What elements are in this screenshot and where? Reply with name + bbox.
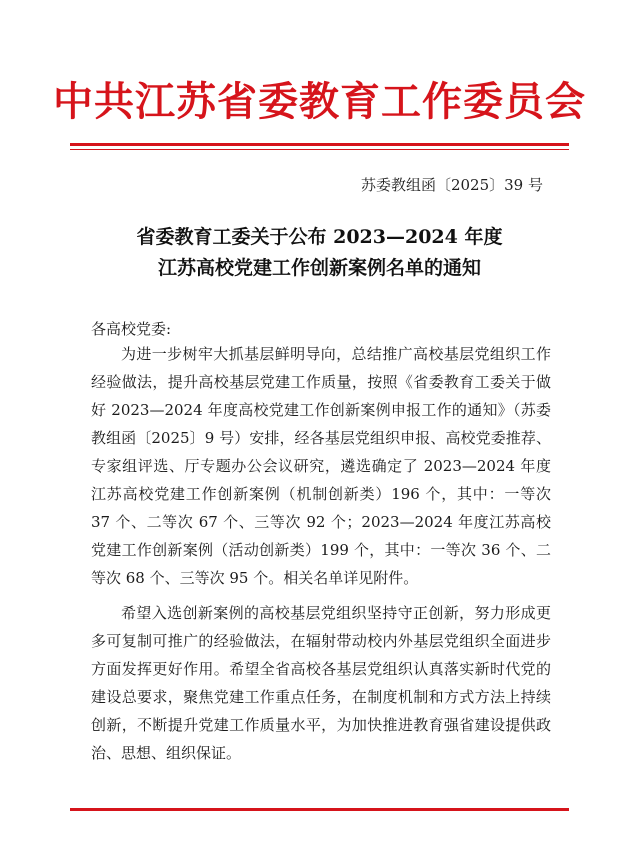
letterhead-rule-thick (70, 143, 569, 146)
document-title-line1: 省委教育工委关于公布 2023—2024 年度 (136, 226, 503, 248)
footer-rule (70, 808, 569, 811)
body-paragraph-2: 希望入选创新案例的高校基层党组织坚持守正创新，努力形成更多可复制可推广的经验做法，在辐射带动校内外基层党组织全面进步方面发挥更好作用。希望全省高校各基层党组织认真落实新时代党的建设总要求，聚焦党建工作重点任务，在制度机制和方式方法上持续创新，不断提升党建工作质量水平，为加快推进教育强省建设提供政治、思想、组织保证。 (91, 604, 551, 762)
letterhead-rule-thin (70, 149, 569, 150)
document-title-line2: 江苏高校党建工作创新案例名单的通知 (157, 257, 481, 279)
salutation: 各高校党委: (91, 320, 172, 338)
letterhead-title: 中共江苏省委教育工作委员会 (53, 79, 586, 125)
document-number: 苏委教组函〔2025〕39 号 (360, 176, 543, 194)
body-paragraph-1: 为进一步树牢大抓基层鲜明导向，总结推广高校基层党组织工作经验做法，提升高校基层党建工作质量，按照《省委教育工委关于做好 2023—2024 年度高校党建工作创新案例申报工作的通知》（苏委教组函〔2025〕9 号）安排，经各基层党组织申报、高校党委推荐、专家组评选、厅专题办公会议研究，遴选确定了 2023—2024 年度江苏高校党建工作创新案例（机制创新类）196 个，其中：一等次 37 个、二等次 67 个、三等次 92 个；2023—2024 年度江苏高校党建工作创新案例（活动创新类）199 个，其中：一等次 36 个、二等次 68 个、三等次 95 个。相关名单详见附件。 (91, 345, 551, 587)
